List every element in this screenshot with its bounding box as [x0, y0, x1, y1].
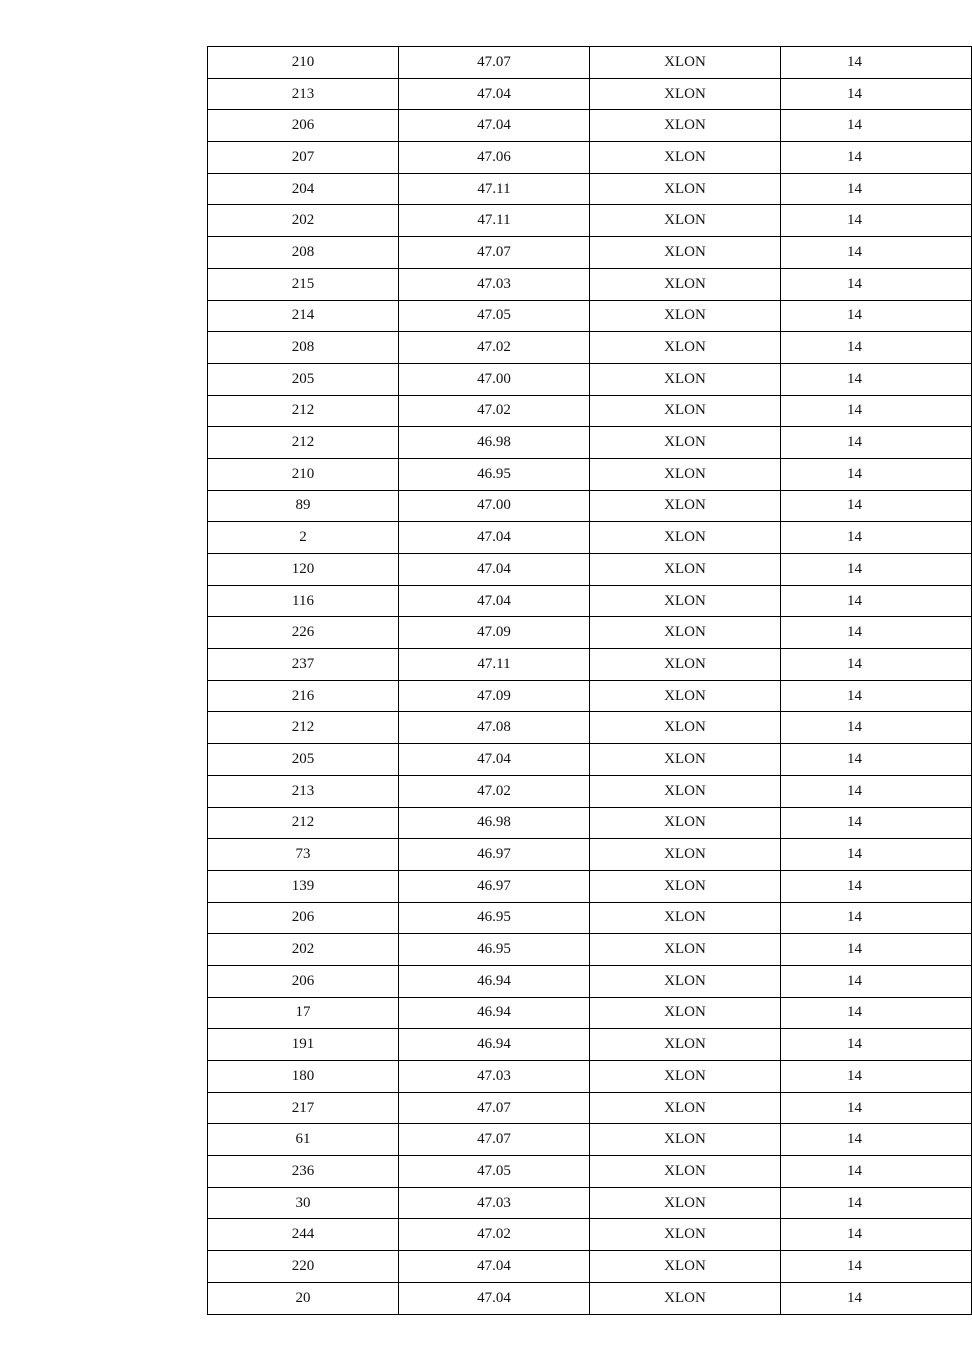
volume-cell: 210 [208, 458, 399, 490]
price-cell: 46.94 [399, 1029, 590, 1061]
volume-cell: 205 [208, 744, 399, 776]
time-cell: 14 [781, 807, 972, 839]
table-row [208, 775, 972, 807]
table-row [208, 807, 972, 839]
volume-cell: 207 [208, 142, 399, 174]
table-row [208, 363, 972, 395]
price-cell: 46.97 [399, 839, 590, 871]
time-cell: 14 [781, 427, 972, 459]
price-cell: 47.03 [399, 1061, 590, 1093]
time-cell: 14 [781, 902, 972, 934]
table-row [208, 712, 972, 744]
time-cell: 14 [781, 1251, 972, 1283]
price-cell: 47.06 [399, 142, 590, 174]
venue-cell: XLON [590, 78, 781, 110]
volume-cell: 208 [208, 237, 399, 269]
time-cell: 14 [781, 712, 972, 744]
price-cell: 47.04 [399, 744, 590, 776]
volume-cell: 213 [208, 78, 399, 110]
volume-cell: 216 [208, 680, 399, 712]
time-cell: 14 [781, 870, 972, 902]
venue-cell: XLON [590, 1251, 781, 1283]
price-cell: 46.94 [399, 965, 590, 997]
time-cell: 14 [781, 268, 972, 300]
table-viewport [207, 46, 862, 1316]
venue-cell: XLON [590, 839, 781, 871]
time-cell: 14 [781, 1061, 972, 1093]
venue-cell: XLON [590, 47, 781, 79]
volume-cell: 213 [208, 775, 399, 807]
price-cell: 47.00 [399, 490, 590, 522]
price-cell: 46.95 [399, 902, 590, 934]
table-row [208, 1092, 972, 1124]
price-cell: 47.07 [399, 1124, 590, 1156]
time-cell: 14 [781, 490, 972, 522]
table-row [208, 395, 972, 427]
venue-cell: XLON [590, 680, 781, 712]
table-row [208, 47, 972, 79]
price-cell: 47.08 [399, 712, 590, 744]
table-row [208, 205, 972, 237]
table-row [208, 300, 972, 332]
volume-cell: 61 [208, 1124, 399, 1156]
time-cell: 14 [781, 680, 972, 712]
price-cell: 47.11 [399, 205, 590, 237]
time-cell: 14 [781, 617, 972, 649]
time-cell: 14 [781, 458, 972, 490]
table-row [208, 1156, 972, 1188]
volume-cell: 214 [208, 300, 399, 332]
table-row [208, 427, 972, 459]
price-cell: 46.95 [399, 458, 590, 490]
venue-cell: XLON [590, 268, 781, 300]
table-body [208, 47, 972, 1315]
time-cell: 14 [781, 1282, 972, 1314]
table-row [208, 1219, 972, 1251]
venue-cell: XLON [590, 237, 781, 269]
table-row [208, 1029, 972, 1061]
venue-cell: XLON [590, 775, 781, 807]
volume-cell: 206 [208, 110, 399, 142]
volume-cell: 244 [208, 1219, 399, 1251]
price-cell: 46.97 [399, 870, 590, 902]
volume-cell: 220 [208, 1251, 399, 1283]
venue-cell: XLON [590, 585, 781, 617]
table-row [208, 1282, 972, 1314]
venue-cell: XLON [590, 110, 781, 142]
venue-cell: XLON [590, 997, 781, 1029]
volume-cell: 226 [208, 617, 399, 649]
table-row [208, 110, 972, 142]
price-cell: 47.07 [399, 47, 590, 79]
volume-cell: 2 [208, 522, 399, 554]
table-row [208, 142, 972, 174]
table-row [208, 997, 972, 1029]
table-row [208, 78, 972, 110]
table-row [208, 585, 972, 617]
volume-cell: 215 [208, 268, 399, 300]
venue-cell: XLON [590, 1187, 781, 1219]
time-cell: 14 [781, 142, 972, 174]
table-row [208, 617, 972, 649]
venue-cell: XLON [590, 490, 781, 522]
venue-cell: XLON [590, 522, 781, 554]
venue-cell: XLON [590, 1124, 781, 1156]
table-row [208, 490, 972, 522]
volume-cell: 212 [208, 395, 399, 427]
price-cell: 47.04 [399, 554, 590, 586]
table-row [208, 332, 972, 364]
price-cell: 47.03 [399, 268, 590, 300]
volume-cell: 30 [208, 1187, 399, 1219]
price-cell: 47.04 [399, 78, 590, 110]
venue-cell: XLON [590, 300, 781, 332]
time-cell: 14 [781, 965, 972, 997]
price-cell: 47.04 [399, 1251, 590, 1283]
venue-cell: XLON [590, 1029, 781, 1061]
venue-cell: XLON [590, 363, 781, 395]
time-cell: 14 [781, 332, 972, 364]
volume-cell: 73 [208, 839, 399, 871]
venue-cell: XLON [590, 205, 781, 237]
table-row [208, 870, 972, 902]
volume-cell: 202 [208, 934, 399, 966]
price-cell: 47.03 [399, 1187, 590, 1219]
time-cell: 14 [781, 1156, 972, 1188]
time-cell: 14 [781, 395, 972, 427]
table-row [208, 839, 972, 871]
venue-cell: XLON [590, 395, 781, 427]
volume-cell: 180 [208, 1061, 399, 1093]
time-cell: 14 [781, 1219, 972, 1251]
price-cell: 46.98 [399, 807, 590, 839]
table-row [208, 237, 972, 269]
volume-cell: 212 [208, 427, 399, 459]
time-cell: 14 [781, 1187, 972, 1219]
time-cell: 14 [781, 237, 972, 269]
transactions-table [207, 46, 972, 1315]
venue-cell: XLON [590, 934, 781, 966]
price-cell: 47.00 [399, 363, 590, 395]
table-row [208, 268, 972, 300]
price-cell: 47.05 [399, 300, 590, 332]
venue-cell: XLON [590, 617, 781, 649]
price-cell: 47.05 [399, 1156, 590, 1188]
table-row [208, 744, 972, 776]
volume-cell: 208 [208, 332, 399, 364]
venue-cell: XLON [590, 807, 781, 839]
time-cell: 14 [781, 775, 972, 807]
volume-cell: 139 [208, 870, 399, 902]
price-cell: 47.02 [399, 1219, 590, 1251]
table-row [208, 1124, 972, 1156]
table-row [208, 680, 972, 712]
table-row [208, 1187, 972, 1219]
price-cell: 47.04 [399, 1282, 590, 1314]
volume-cell: 212 [208, 712, 399, 744]
venue-cell: XLON [590, 870, 781, 902]
venue-cell: XLON [590, 744, 781, 776]
price-cell: 47.07 [399, 237, 590, 269]
volume-cell: 212 [208, 807, 399, 839]
volume-cell: 205 [208, 363, 399, 395]
price-cell: 47.04 [399, 110, 590, 142]
volume-cell: 204 [208, 173, 399, 205]
price-cell: 47.02 [399, 775, 590, 807]
venue-cell: XLON [590, 649, 781, 681]
venue-cell: XLON [590, 1156, 781, 1188]
time-cell: 14 [781, 1092, 972, 1124]
time-cell: 14 [781, 110, 972, 142]
venue-cell: XLON [590, 1092, 781, 1124]
price-cell: 47.02 [399, 395, 590, 427]
table-row [208, 522, 972, 554]
venue-cell: XLON [590, 712, 781, 744]
price-cell: 47.09 [399, 680, 590, 712]
price-cell: 47.11 [399, 173, 590, 205]
venue-cell: XLON [590, 1061, 781, 1093]
volume-cell: 20 [208, 1282, 399, 1314]
price-cell: 46.95 [399, 934, 590, 966]
time-cell: 14 [781, 1029, 972, 1061]
price-cell: 46.98 [399, 427, 590, 459]
volume-cell: 206 [208, 965, 399, 997]
venue-cell: XLON [590, 458, 781, 490]
table-row [208, 965, 972, 997]
time-cell: 14 [781, 300, 972, 332]
venue-cell: XLON [590, 142, 781, 174]
price-cell: 46.94 [399, 997, 590, 1029]
venue-cell: XLON [590, 1219, 781, 1251]
price-cell: 47.07 [399, 1092, 590, 1124]
time-cell: 14 [781, 649, 972, 681]
price-cell: 47.02 [399, 332, 590, 364]
time-cell: 14 [781, 522, 972, 554]
price-cell: 47.04 [399, 585, 590, 617]
table-row [208, 458, 972, 490]
time-cell: 14 [781, 554, 972, 586]
volume-cell: 217 [208, 1092, 399, 1124]
time-cell: 14 [781, 173, 972, 205]
time-cell: 14 [781, 997, 972, 1029]
table-row [208, 1251, 972, 1283]
price-cell: 47.04 [399, 522, 590, 554]
volume-cell: 89 [208, 490, 399, 522]
venue-cell: XLON [590, 554, 781, 586]
price-cell: 47.11 [399, 649, 590, 681]
venue-cell: XLON [590, 965, 781, 997]
volume-cell: 236 [208, 1156, 399, 1188]
volume-cell: 202 [208, 205, 399, 237]
volume-cell: 17 [208, 997, 399, 1029]
volume-cell: 206 [208, 902, 399, 934]
price-cell: 47.09 [399, 617, 590, 649]
time-cell: 14 [781, 205, 972, 237]
table-row [208, 649, 972, 681]
time-cell: 14 [781, 934, 972, 966]
venue-cell: XLON [590, 902, 781, 934]
venue-cell: XLON [590, 173, 781, 205]
venue-cell: XLON [590, 1282, 781, 1314]
venue-cell: XLON [590, 332, 781, 364]
volume-cell: 116 [208, 585, 399, 617]
volume-cell: 237 [208, 649, 399, 681]
table-row [208, 934, 972, 966]
volume-cell: 210 [208, 47, 399, 79]
time-cell: 14 [781, 585, 972, 617]
time-cell: 14 [781, 47, 972, 79]
time-cell: 14 [781, 839, 972, 871]
table-row [208, 1061, 972, 1093]
time-cell: 14 [781, 78, 972, 110]
table-row [208, 554, 972, 586]
volume-cell: 120 [208, 554, 399, 586]
table-row [208, 902, 972, 934]
table-row [208, 173, 972, 205]
venue-cell: XLON [590, 427, 781, 459]
volume-cell: 191 [208, 1029, 399, 1061]
time-cell: 14 [781, 744, 972, 776]
time-cell: 14 [781, 1124, 972, 1156]
time-cell: 14 [781, 363, 972, 395]
